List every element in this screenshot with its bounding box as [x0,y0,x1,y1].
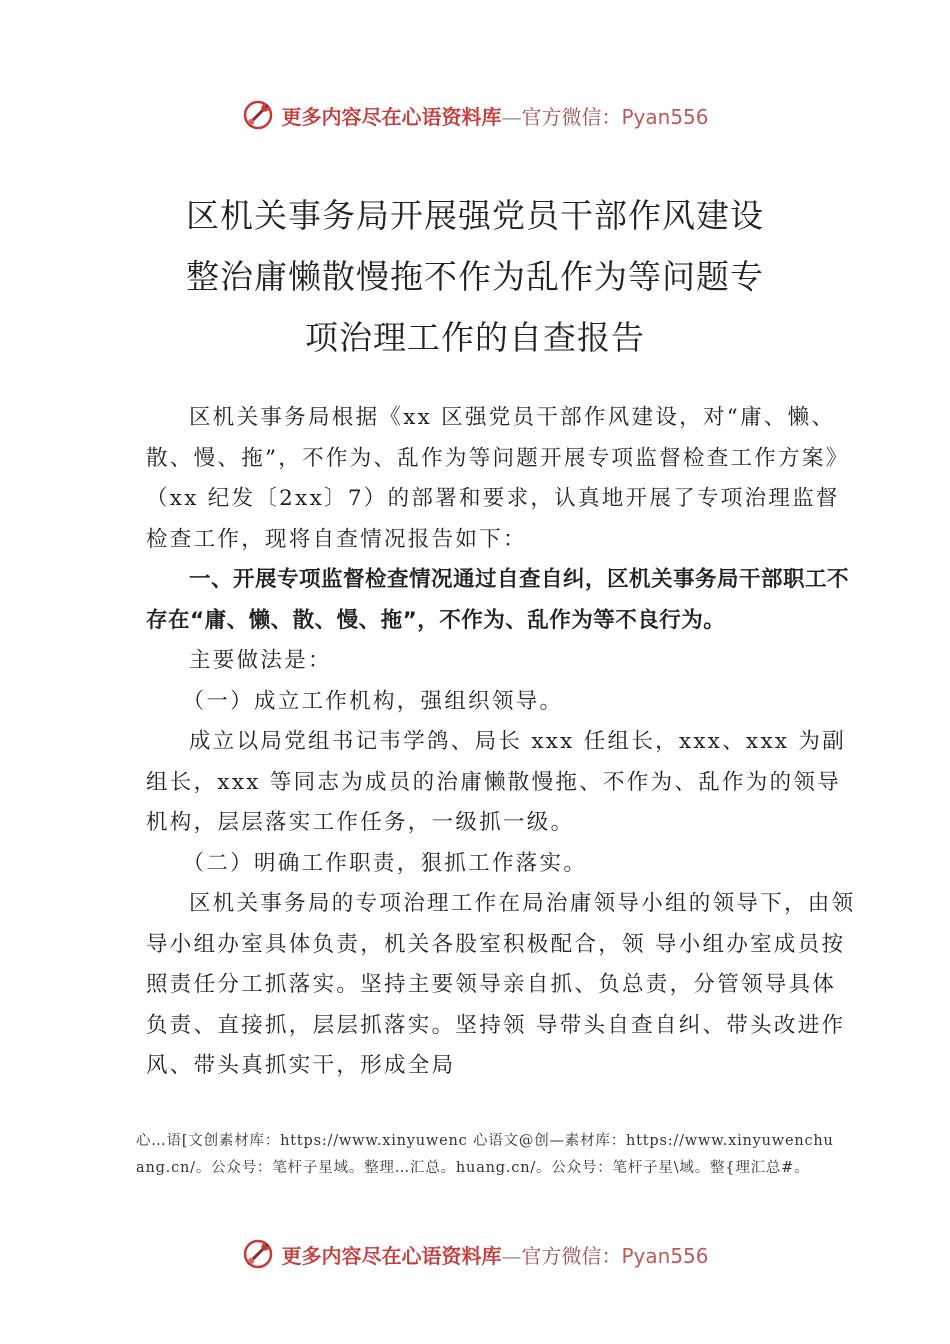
document-title [120,185,830,368]
section-1-heading: 一、开展专项监督检查情况通过自查自纠，区机关事务局干部职工不存在“庸、懒、散、慢、拖”，不作为、乱作为等不良行为。 [146,567,850,633]
banner-text: 更多内容尽在心语资料库—官方微信：Pyan556 [281,104,709,129]
intro-paragraph: 区机关事务局根据《xx 区强党员干部作风建设，对“庸、懒、散、慢、拖”，不作为、乱作为等问题开展专项监督检查工作方案》（xx 纪发〔2xx〕7）的部署和要求，认真地开展了专项治理监督检查工作，现将自查情况报告如下： [146,405,850,552]
banner-text: 更多内容尽在心语资料库—官方微信：Pyan556 [281,1243,709,1268]
brush-logo-icon [241,98,275,132]
sub-2-title: （二）明确工作职责，狠抓工作落实。 [182,850,588,876]
document-body [146,398,856,1087]
title-line-1: 区机关事务局开展强党员干部作风建设 [186,196,764,235]
sub-1-text: 成立以局党组书记韦学鸽、局长 xxx 任组长，xxx、xxx 为副组长，xxx 等同志为成员的治庸懒散慢拖、不作为、乱作为的领导机构，层层落实工作任务，一级抓一级。 [146,729,847,835]
brush-logo-icon [241,1237,275,1271]
main-methods-label: 主要做法是： [189,648,332,673]
title-line-3: 项治理工作的自查报告 [305,318,645,357]
header-banner [0,95,950,135]
sub-1-title: （一）成立工作机构，强组织领导。 [182,688,564,714]
sub-2-text: 区机关事务局的专项治理工作在局治庸领导小组的领导下，由领导小组办室具体负责，机关各股室积极配合，领 导小组办室成员按照责任分工抓落实。坚持主要领导亲自抓、负总责，分管领导具体负责、直接抓，层层抓落实。坚持领 导带头自查自纠、带头改进作风、带头真抓实干，形成全局 [146,891,856,1078]
footer-note: 心…语[文创素材库：https://www.xinyuwenc 心语文@创—素材库：https://www.xinyuwenchuang.cn/。公众号：笔杆子星域。整理…汇总。huang.cn/。公众号：笔杆子星\域。整{理汇总#。 [136,1133,834,1176]
footer-banner [0,1234,950,1274]
title-line-2: 整治庸懒散慢拖不作为乱作为等问题专 [186,257,764,296]
